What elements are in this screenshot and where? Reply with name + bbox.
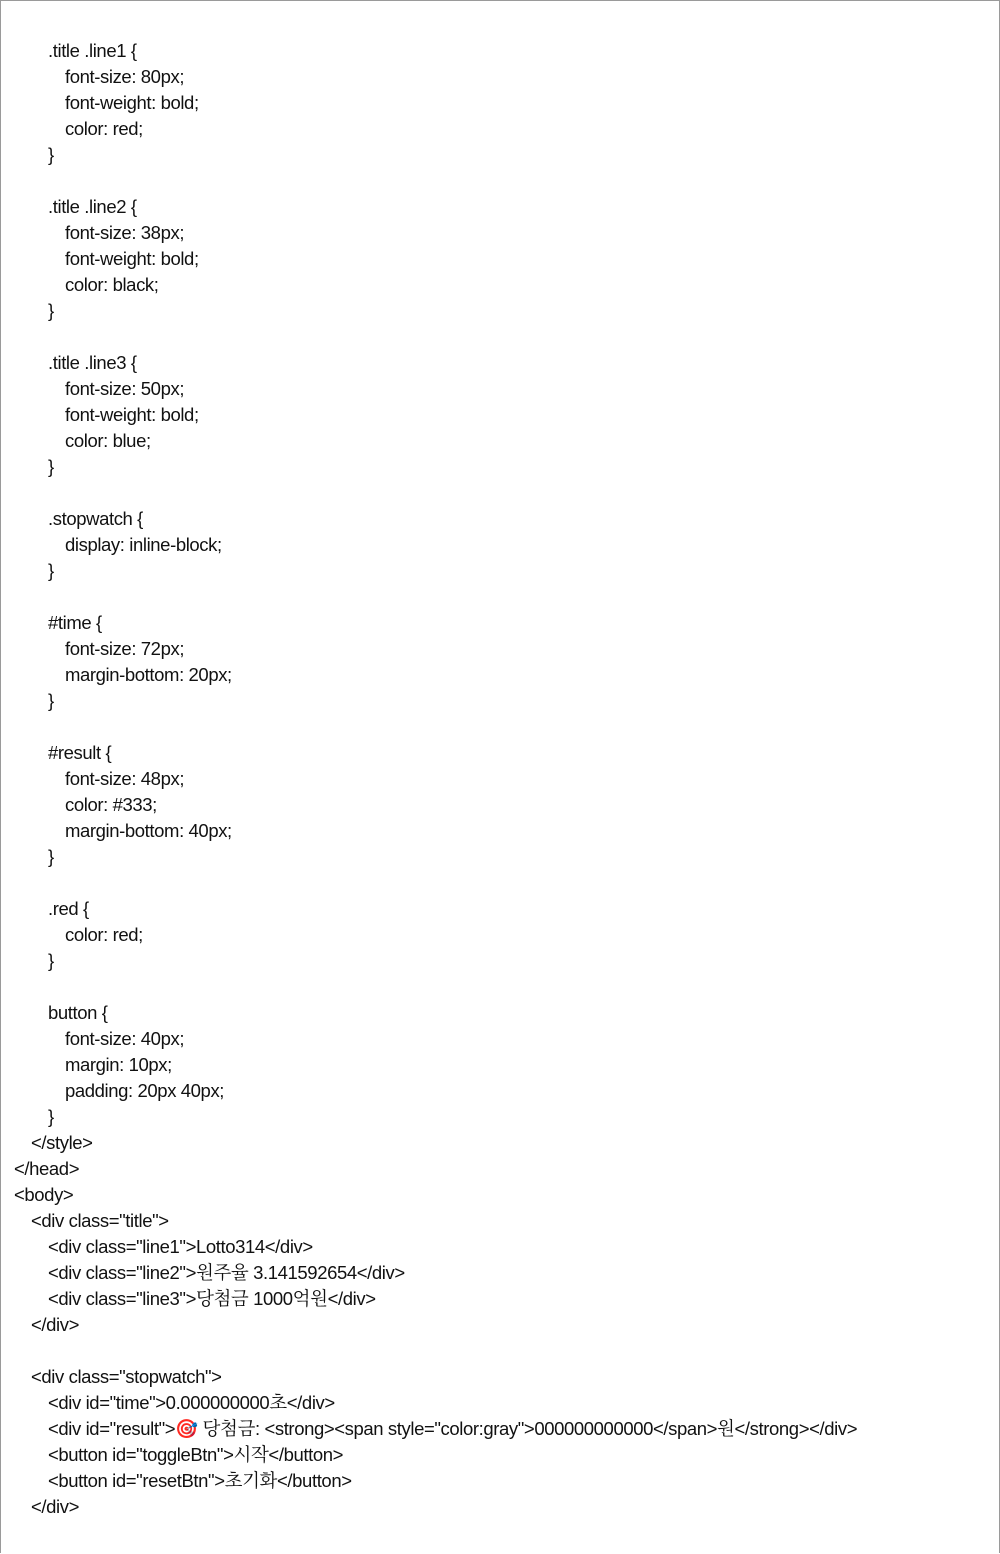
blank-line	[14, 584, 999, 610]
code-line: .title .line1 {	[48, 40, 137, 61]
blank-line	[14, 974, 999, 1000]
code-line: color: blue;	[65, 430, 151, 451]
code-line: font-size: 48px;	[65, 768, 185, 789]
code-line: }	[48, 950, 54, 971]
code-line: #result {	[48, 742, 112, 763]
blank-line	[14, 714, 999, 740]
code-line: }	[48, 300, 54, 321]
blank-line	[14, 870, 999, 896]
code-line: <div class="stopwatch">	[31, 1366, 222, 1387]
code-line: .title .line2 {	[48, 196, 137, 217]
code-line: }	[48, 1106, 54, 1127]
code-line: <body>	[14, 1184, 74, 1205]
code-line: <button id="toggleBtn">시작</button>	[48, 1444, 344, 1465]
code-block	[14, 38, 999, 1520]
code-line: .stopwatch {	[48, 508, 143, 529]
code-line: color: #333;	[65, 794, 157, 815]
code-line: font-size: 38px;	[65, 222, 185, 243]
code-line: color: red;	[65, 924, 143, 945]
code-line: <div id="result">🎯 당첨금: <strong><span style="color:gray">000000000000</span>원</strong></div>	[48, 1418, 858, 1439]
code-line: padding: 20px 40px;	[65, 1080, 225, 1101]
code-line: }	[48, 690, 54, 711]
code-line: font-weight: bold;	[65, 248, 199, 269]
blank-line	[14, 168, 999, 194]
code-line: font-size: 40px;	[65, 1028, 185, 1049]
code-line: <div class="line1">Lotto314</div>	[48, 1236, 313, 1257]
code-line: display: inline-block;	[65, 534, 222, 555]
code-line: <div class="title">	[31, 1210, 169, 1231]
code-line: <div class="line2">원주율 3.141592654</div>	[48, 1262, 405, 1283]
code-line: }	[48, 456, 54, 477]
code-line: .red {	[48, 898, 89, 919]
code-line: }	[48, 846, 54, 867]
code-line: </div>	[31, 1496, 79, 1517]
code-line: font-size: 80px;	[65, 66, 185, 87]
code-line: .title .line3 {	[48, 352, 137, 373]
code-line: <div class="line3">당첨금 1000억원</div>	[48, 1288, 376, 1309]
blank-line	[14, 1338, 999, 1364]
code-line: margin-bottom: 20px;	[65, 664, 232, 685]
code-line: </style>	[31, 1132, 93, 1153]
code-line: margin: 10px;	[65, 1054, 172, 1075]
code-line: color: red;	[65, 118, 143, 139]
code-line: font-weight: bold;	[65, 92, 199, 113]
code-line: color: black;	[65, 274, 159, 295]
code-line: font-size: 50px;	[65, 378, 185, 399]
code-line: </div>	[31, 1314, 79, 1335]
code-line: font-size: 72px;	[65, 638, 185, 659]
code-line: }	[48, 560, 54, 581]
code-line: <div id="time">0.000000000초</div>	[48, 1392, 335, 1413]
code-line: }	[48, 144, 54, 165]
code-line: </head>	[14, 1158, 80, 1179]
blank-line	[14, 480, 999, 506]
blank-line	[14, 324, 999, 350]
code-line: button {	[48, 1002, 108, 1023]
code-line: margin-bottom: 40px;	[65, 820, 232, 841]
code-line: #time {	[48, 612, 102, 633]
code-line: font-weight: bold;	[65, 404, 199, 425]
code-line: <button id="resetBtn">초기화</button>	[48, 1470, 352, 1491]
